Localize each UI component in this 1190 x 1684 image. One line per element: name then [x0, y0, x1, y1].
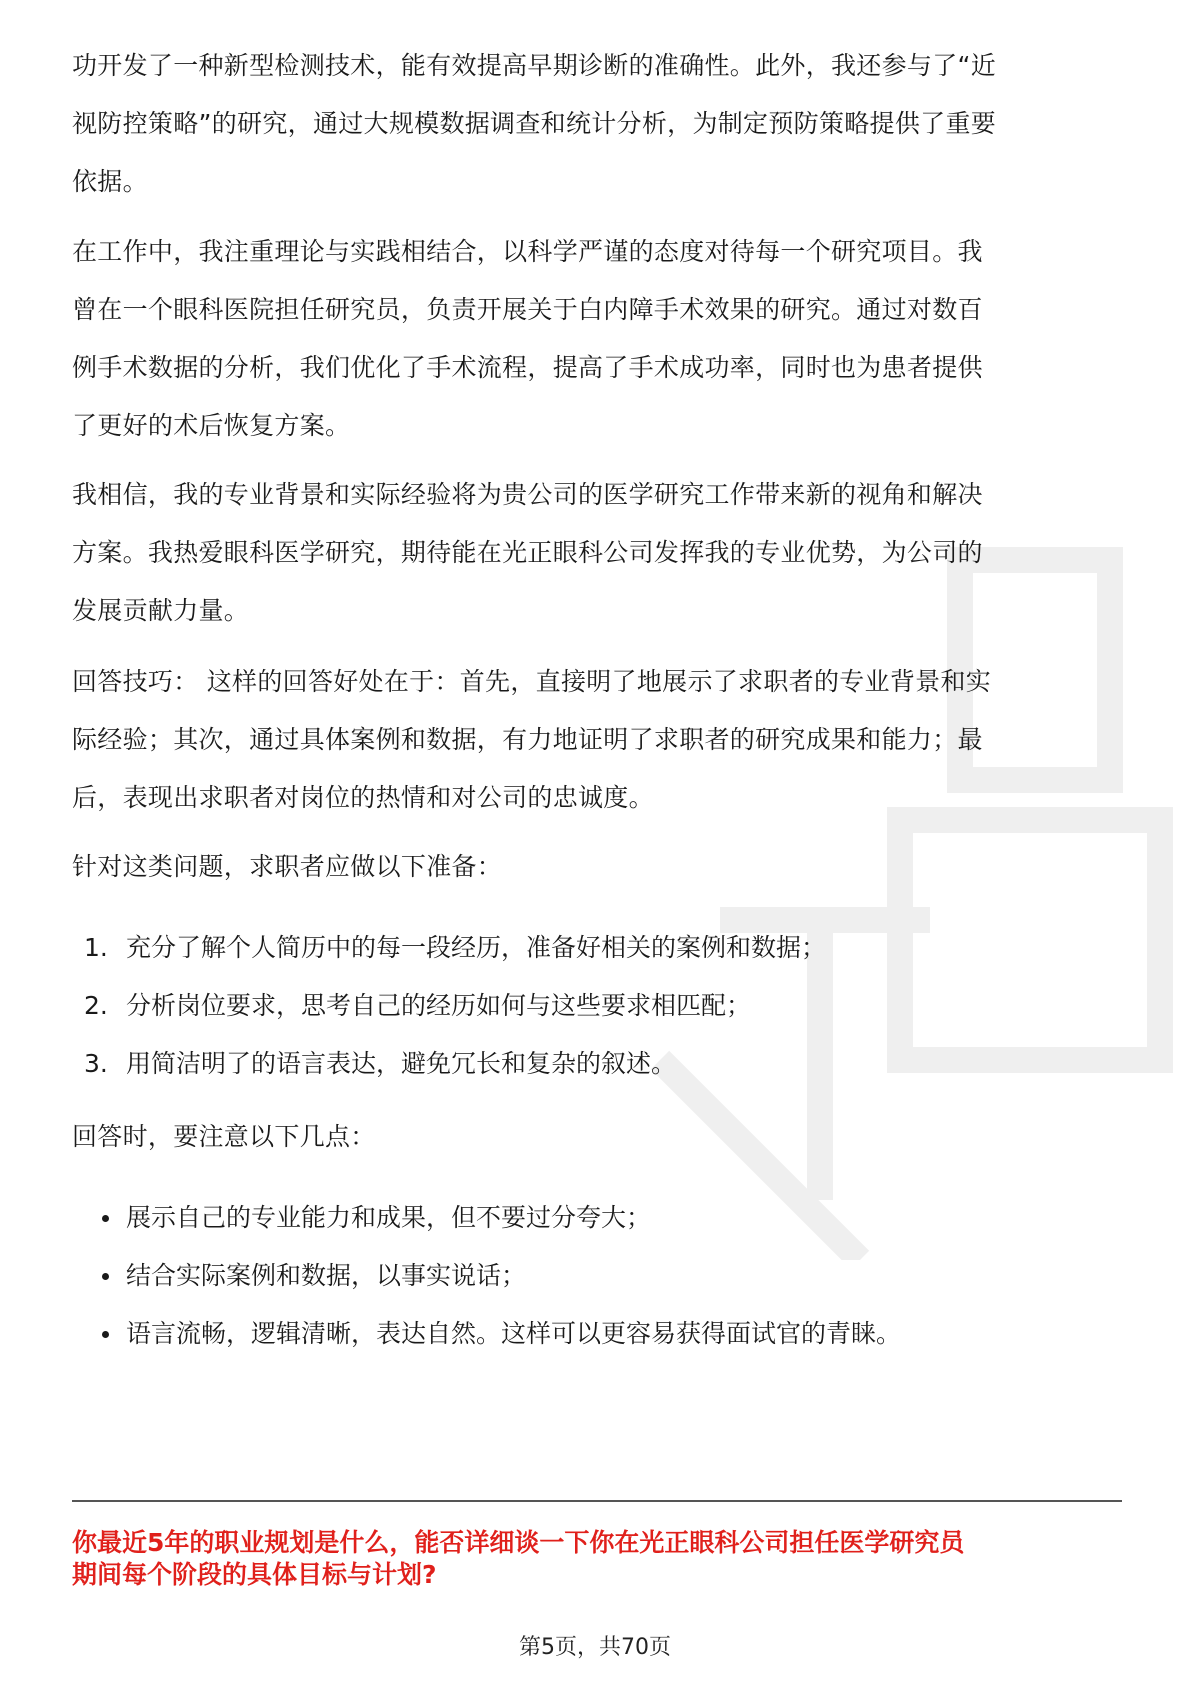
list-item-text: 语言流畅，逻辑清晰，表达自然。这样可以更容易获得面试官的青睐。 [126, 1319, 902, 1348]
list-item-text: 展示自己的专业能力和成果，但不要过分夸大； [126, 1203, 652, 1232]
text-line: 视防控策略”的研究，通过大规模数据调查和统计分析，为制定预防策略提供了重要 [72, 109, 997, 138]
list-number: 2. [84, 991, 108, 1020]
text-line: 功开发了一种新型检测技术，能有效提高早期诊断的准确性。此外，我还参与了“近 [72, 51, 997, 80]
paragraph-belief [72, 466, 1122, 640]
text-line: 后，表现出求职者对岗位的热情和对公司的忠诚度。 [72, 783, 654, 812]
paragraph-tips [72, 653, 1122, 827]
notes-bullet-list [72, 1189, 1122, 1363]
list-item [72, 1189, 1122, 1247]
list-item [72, 919, 1122, 977]
text-line: 例手术数据的分析，我们优化了手术流程，提高了手术成功率，同时也为患者提供 [72, 353, 983, 382]
list-number: 3. [84, 1049, 108, 1078]
text-line: 依据。 [72, 167, 148, 196]
section-divider [72, 1500, 1122, 1502]
list-item-text: 充分了解个人简历中的每一段经历，准备好相关的案例和数据； [126, 933, 827, 962]
text-line: 方案。我热爱眼科医学研究，期待能在光正眼科公司发挥我的专业优势，为公司的 [72, 538, 983, 567]
question-heading [72, 1527, 1122, 1591]
bullet-icon [102, 1273, 109, 1280]
list-item [72, 977, 1122, 1035]
page-footer: 第5页，共70页 [519, 1635, 671, 1660]
list-item-text: 结合实际案例和数据，以事实说话； [126, 1261, 527, 1290]
list-item [72, 1247, 1122, 1305]
list-item-text: 用简洁明了的语言表达，避免冗长和复杂的叙述。 [126, 1049, 677, 1078]
text-line: 回答技巧： 这样的回答好处在于：首先，直接明了地展示了求职者的专业背景和实 [72, 667, 992, 696]
bullet-icon [102, 1215, 109, 1222]
paragraph-work [72, 223, 1122, 455]
text-line: 我相信，我的专业背景和实际经验将为贵公司的医学研究工作带来新的视角和解决 [72, 480, 983, 509]
list-item-text: 分析岗位要求，思考自己的经历如何与这些要求相匹配； [126, 991, 752, 1020]
list-number: 1. [84, 933, 108, 962]
text-line: 际经验；其次，通过具体案例和数据，有力地证明了求职者的研究成果和能力；最 [72, 725, 983, 754]
text-line: 在工作中，我注重理论与实践相结合，以科学严谨的态度对待每一个研究项目。我 [72, 237, 983, 266]
paragraph-note-intro [72, 1108, 1122, 1166]
paragraph-research [72, 37, 1122, 211]
text-line: 了更好的术后恢复方案。 [72, 411, 351, 440]
text-line: 回答时，要注意以下几点： [72, 1122, 376, 1151]
text-line: 发展贡献力量。 [72, 596, 250, 625]
paragraph-prep-intro [72, 838, 1122, 896]
prep-numbered-list [72, 919, 1122, 1093]
question-line: 期间每个阶段的具体目标与计划? [72, 1560, 437, 1589]
list-item [72, 1035, 1122, 1093]
question-line: 你最近5年的职业规划是什么，能否详细谈一下你在光正眼科公司担任医学研究员 [72, 1528, 965, 1557]
text-line: 针对这类问题，求职者应做以下准备： [72, 852, 503, 881]
text-line: 曾在一个眼科医院担任研究员，负责开展关于白内障手术效果的研究。通过对数百 [72, 295, 983, 324]
bullet-icon [102, 1331, 109, 1338]
list-item [72, 1305, 1122, 1363]
